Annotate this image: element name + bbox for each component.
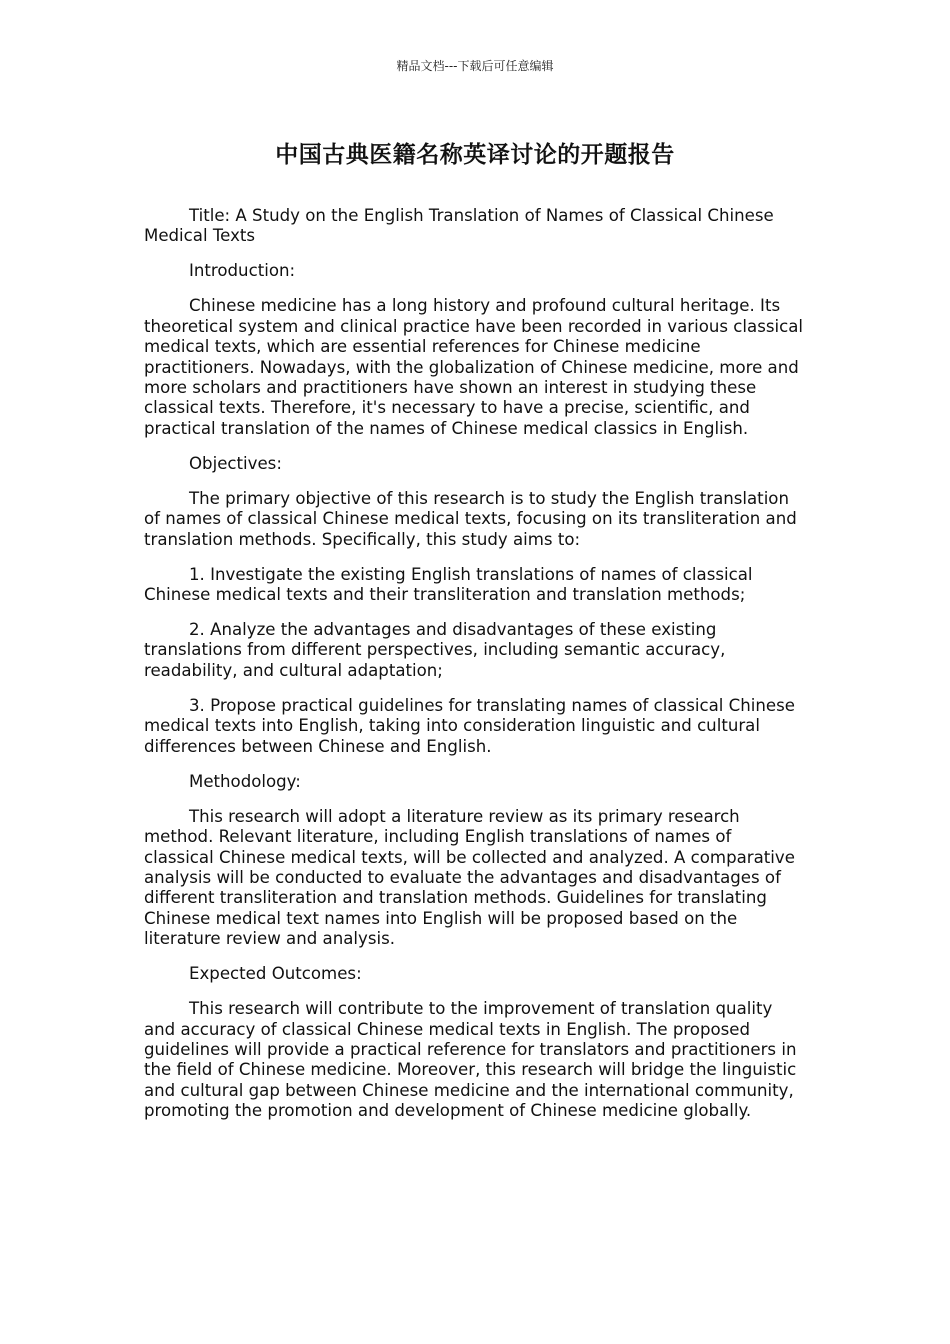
document-title: 中国古典医籍名称英译讨论的开题报告 <box>275 142 675 168</box>
paragraph-methodology: This research will adopt a literature review as its primary research method. Relevant literature, including English translations of names of classical Chinese medical texts, will be collected and analyzed. A comparative analysis will be conducted to evaluate the advantages and disadvantages of different transliteration and translation methods. Guidelines for translating Chinese medical text names into English will be proposed based on the literature review and analysis. <box>144 806 795 949</box>
heading-methodology: Methodology: <box>189 771 301 791</box>
objective-item-1: 1. Investigate the existing English translations of names of classical Chinese medical texts and their transliteration and translation methods; <box>144 564 753 605</box>
paragraph-objectives: The primary objective of this research is to study the English translation of names of classical Chinese medical texts, focusing on its transliteration and translation methods. Specifically, this study aims to: <box>144 488 797 549</box>
paragraph-expected-outcomes: This research will contribute to the improvement of translation quality and accuracy of classical Chinese medical texts in English. The proposed guidelines will provide a practical reference for translators and practitioners in the field of Chinese medicine. Moreover, this research will bridge the linguistic and cultural gap between Chinese medicine and the international community, promoting the promotion and development of Chinese medicine globally. <box>144 999 797 1121</box>
document-body <box>144 206 804 1136</box>
heading-expected-outcomes: Expected Outcomes: <box>189 964 362 984</box>
objective-item-2: 2. Analyze the advantages and disadvantages of these existing translations from different perspectives, including semantic accuracy, readability, and cultural adaptation; <box>144 620 726 680</box>
heading-objectives: Objectives: <box>189 453 282 473</box>
page-header-note: 精品文档---下载后可任意编辑 <box>396 59 554 73</box>
heading-introduction: Introduction: <box>189 261 296 281</box>
paragraph-introduction: Chinese medicine has a long history and profound cultural heritage. Its theoretical system and clinical practice have been recorded in various classical medical texts, which are essential references for Chinese medicine practitioners. Nowadays, with the globalization of Chinese medicine, more and more scholars and practitioners have shown an interest in studying these classical texts. Therefore, it's necessary to have a precise, scientific, and practical translation of the names of Chinese medical classics in English. <box>144 296 803 438</box>
paragraph-title-line: Title: A Study on the English Translation of Names of Classical Chinese Medical Texts <box>144 206 774 246</box>
objective-item-3: 3. Propose practical guidelines for translating names of classical Chinese medical texts into English, taking into consideration linguistic and cultural differences between Chinese and English. <box>144 695 795 756</box>
